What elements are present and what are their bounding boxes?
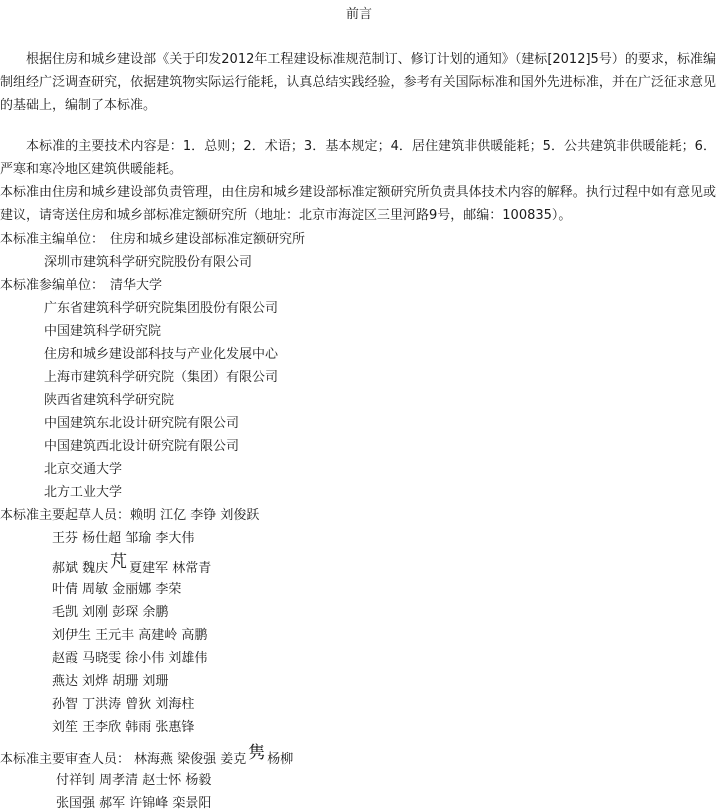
drafters-names: 赖明 江亿 李铮 刘俊跃 [130,508,260,523]
reviewer-name-char: 隽 [248,743,266,763]
drafters-names: 刘伊生 王元丰 高建岭 高鹏 [52,628,208,643]
reviewers-names: 张国强 郝军 许锦峰 栾景阳 [56,796,212,811]
participating-units-label: 本标准参编单位： [0,278,105,293]
chief-unit: 住房和城乡建设部标准定额研究所 [110,232,306,247]
reviewers-line [0,743,294,768]
drafters-names: 叶倩 周敏 金丽娜 李荣 [52,582,182,597]
drafters-names: 孙智 丁洪涛 曾狄 刘海柱 [52,697,195,712]
drafters-label: 本标准主要起草人员： [0,508,131,523]
participating-unit: 广东省建筑科学研究院集团股份有限公司 [44,301,279,316]
drafters-names: 赵霞 马晓雯 徐小伟 刘雄伟 [52,651,208,666]
participating-unit: 中国建筑科学研究院 [44,324,162,339]
reviewers-names: 付祥钊 周孝清 赵士怀 杨毅 [56,773,212,788]
drafter-name-char: 芃 [110,552,128,572]
drafters-names-line [52,552,212,577]
drafters-names: 夏建军 林常青 [129,561,212,576]
management-paragraph: 本标准由住房和城乡建设部负责管理，由住房和城乡建设部标准定额研究所负责具体技术内容的解释。执行过程中如有意见或建议，请寄送住房和城乡部标准定额研究所（地址：北京市海淀区三里河路9号，邮编：100835）。 [0,185,716,223]
intro-paragraph: 根据住房和城乡建设部《关于印发2012年工程建设标准规范制订、修订计划的通知》（建标[2012]5号）的要求，标准编制组经广泛调查研究，依据建筑物实际运行能耗，认真总结实践经验，参考有关国际标准和国外先进标准，并在广泛征求意见的基础上，编制了本标准。 [0,52,716,113]
participating-unit: 北方工业大学 [44,485,123,500]
participating-unit: 中国建筑西北设计研究院有限公司 [44,439,240,454]
participating-units-line [0,278,162,294]
page-title: 前言 [345,7,372,22]
drafters-names: 燕达 刘烨 胡珊 刘珊 [52,674,169,689]
participating-unit: 上海市建筑科学研究院（集团）有限公司 [44,370,279,385]
participating-unit: 清华大学 [110,278,163,293]
chief-units-label: 本标准主编单位： [0,232,105,247]
reviewers-names: 林海燕 梁俊强 姜克 [134,752,247,767]
contents-paragraph: 本标准的主要技术内容是：1．总则；2．术语；3．基本规定；4．居住建筑非供暖能耗；5．公共建筑非供暖能耗；6．严寒和寒冷地区建筑供暖能耗。 [0,139,716,177]
reviewers-names: 杨柳 [267,752,294,767]
participating-unit: 中国建筑东北设计研究院有限公司 [44,416,240,431]
drafters-names: 王芬 杨仕超 邹瑜 李大伟 [52,531,195,546]
participating-unit: 北京交通大学 [44,462,123,477]
drafters-names: 刘笙 王李欣 韩雨 张惠锋 [52,720,195,735]
drafters-names: 毛凯 刘刚 彭琛 余鹏 [52,605,169,620]
reviewers-label: 本标准主要审查人员： [0,752,131,767]
drafters-names: 郝斌 魏庆 [52,561,109,576]
drafters-line [0,508,259,524]
chief-units-line [0,232,305,248]
chief-unit: 深圳市建筑科学研究院股份有限公司 [44,255,253,270]
participating-unit: 陕西省建筑科学研究院 [44,393,175,408]
participating-unit: 住房和城乡建设部科技与产业化发展中心 [44,347,279,362]
